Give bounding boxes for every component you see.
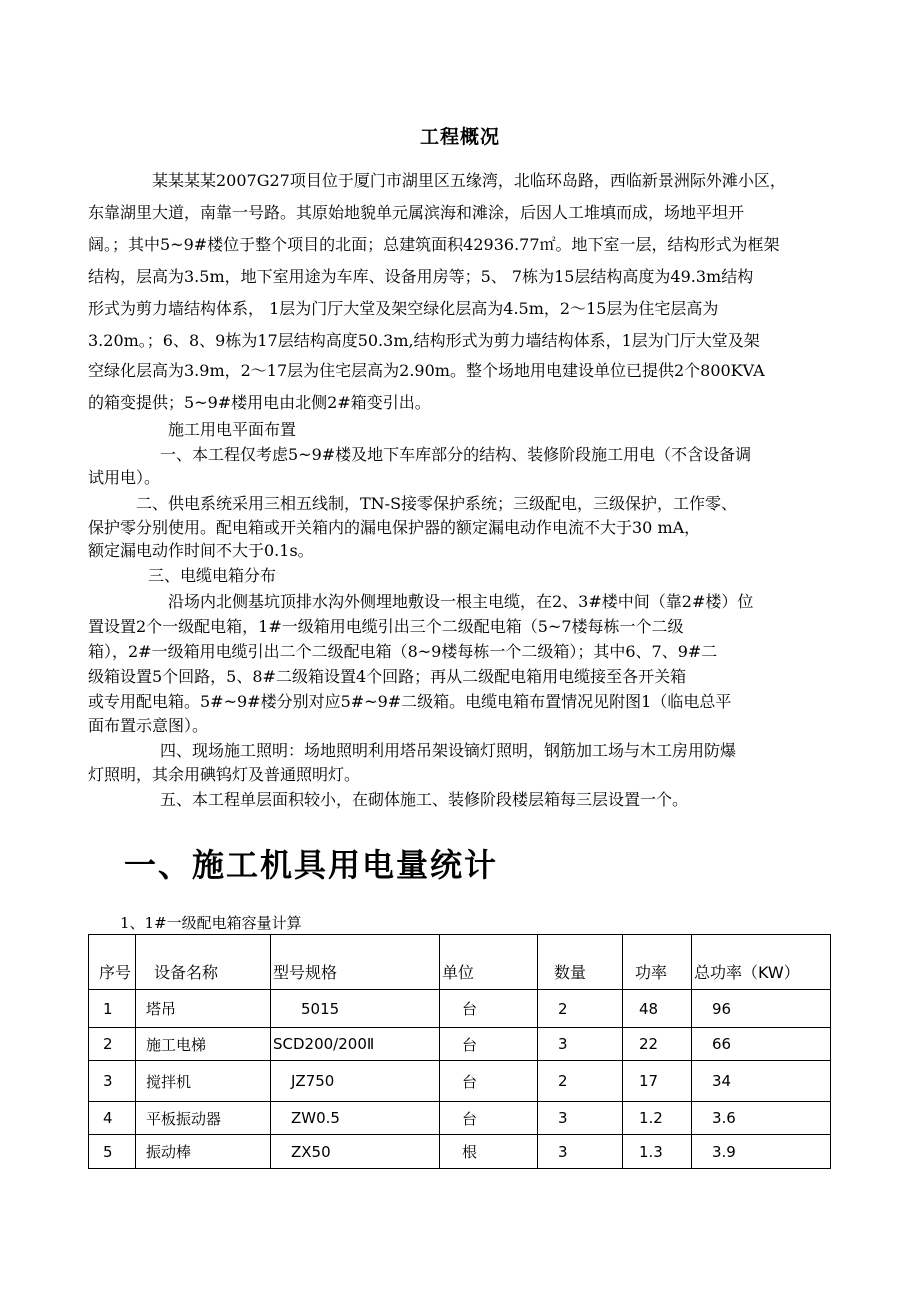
cell-unit: 台 bbox=[440, 1102, 538, 1135]
cell-quantity: 3 bbox=[538, 1135, 623, 1169]
cell-power: 1.3 bbox=[623, 1135, 692, 1169]
cell-quantity: 3 bbox=[538, 1028, 623, 1061]
paragraph-line: 结构，层高为3.5m，地下室用途为车库、设备用房等；5、 7栋为15层结构高度为49.3m结构 bbox=[88, 267, 754, 286]
cell-quantity: 2 bbox=[538, 990, 623, 1028]
cell-power: 48 bbox=[623, 990, 692, 1028]
paragraph-line: 面布置示意图）。 bbox=[88, 716, 209, 735]
table-row bbox=[89, 1135, 831, 1169]
cell-power: 1.2 bbox=[623, 1102, 692, 1135]
cell-name: 平板振动器 bbox=[136, 1102, 271, 1135]
cell-name: 振动棒 bbox=[136, 1135, 271, 1169]
paragraph-line: 四、现场施工照明：场地照明利用塔吊架设镝灯照明，钢筋加工场与木工房用防爆 bbox=[160, 741, 737, 760]
header-cell-quantity: 数量 bbox=[538, 935, 623, 990]
header-cell-name: 设备名称 bbox=[136, 935, 271, 990]
table-row bbox=[89, 1028, 831, 1061]
paragraph-line: 阔。；其中5~9#楼位于整个项目的北面；总建筑面积42936.77㎡。地下室一层，结构形式为框架 bbox=[88, 235, 780, 254]
cell-model: SCD200/200Ⅱ bbox=[271, 1028, 440, 1061]
paragraph-line: 保护零分别使用。配电箱或开关箱内的漏电保护器的额定漏电动作电流不大于30 mA， bbox=[88, 518, 701, 537]
cell-unit: 台 bbox=[440, 1028, 538, 1061]
cell-index: 3 bbox=[89, 1061, 136, 1102]
paragraph-line: 或专用配电箱。5#~9#楼分别对应5#~9#二级箱。电缆电箱布置情况见附图1（临电总平 bbox=[88, 692, 732, 711]
paragraph-line: 级箱设置5个回路，5、8#二级箱设置4个回路；再从二级配电箱用电缆接至各开关箱 bbox=[88, 667, 687, 686]
cell-unit: 台 bbox=[440, 1061, 538, 1102]
cell-index: 5 bbox=[89, 1135, 136, 1169]
table-row bbox=[89, 990, 831, 1028]
paragraph-line: 某某某某2007G27项目位于厦门市湖里区五缘湾，北临环岛路，西临新景洲际外滩小区， bbox=[152, 171, 786, 190]
cell-index: 2 bbox=[89, 1028, 136, 1061]
paragraph-line: 3.20m。；6、8、9栋为17层结构高度50.3m,结构形式为剪力墙结构体系，1层为门厅大堂及架 bbox=[88, 331, 760, 350]
paragraph-line: 五、本工程单层面积较小，在砌体施工、装修阶段楼层箱每三层设置一个。 bbox=[160, 790, 689, 809]
table-caption: 1、1#一级配电箱容量计算 bbox=[120, 914, 302, 932]
cell-name: 施工电梯 bbox=[136, 1028, 271, 1061]
cell-unit: 台 bbox=[440, 990, 538, 1028]
paragraph-line: 施工用电平面布置 bbox=[168, 420, 297, 439]
cell-name: 塔吊 bbox=[136, 990, 271, 1028]
paragraph-line: 三、电缆电箱分布 bbox=[148, 566, 277, 585]
paragraph-line: 东靠湖里大道，南靠一号路。其原始地貌单元属滨海和滩涂，后因人工堆填而成，场地平坦开 bbox=[88, 203, 745, 222]
cell-name: 搅拌机 bbox=[136, 1061, 271, 1102]
cell-index: 4 bbox=[89, 1102, 136, 1135]
paragraph-line: 额定漏电动作时间不大于0.1s。 bbox=[88, 541, 314, 560]
section-heading: 一、施工机具用电量统计 bbox=[124, 846, 499, 884]
paragraph-line: 灯照明，其余用碘钨灯及普通照明灯。 bbox=[88, 765, 361, 784]
cell-total-power: 3.9 bbox=[692, 1135, 831, 1169]
header-cell-power: 功率 bbox=[623, 935, 692, 990]
cell-total-power: 3.6 bbox=[692, 1102, 831, 1135]
document-title: 工程概况 bbox=[419, 126, 500, 148]
header-cell-model: 型号规格 bbox=[271, 935, 440, 990]
paragraph-line: 二、供电系统采用三相五线制，TN-S接零保护系统；三级配电，三级保护，工作零、 bbox=[136, 494, 738, 513]
paragraph-line: 一、本工程仅考虑5~9#楼及地下车库部分的结构、装修阶段施工用电（不含设备调 bbox=[160, 445, 752, 464]
cell-index: 1 bbox=[89, 990, 136, 1028]
cell-model: JZ750 bbox=[271, 1061, 440, 1102]
cell-total-power: 34 bbox=[692, 1061, 831, 1102]
cell-power: 22 bbox=[623, 1028, 692, 1061]
cell-model: 5015 bbox=[271, 990, 440, 1028]
header-cell-unit: 单位 bbox=[440, 935, 538, 990]
paragraph-line: 形式为剪力墙结构体系， 1层为门厅大堂及架空绿化层高为4.5m，2～15层为住宅层高为 bbox=[88, 299, 719, 318]
table-row bbox=[89, 1102, 831, 1135]
cell-total-power: 96 bbox=[692, 990, 831, 1028]
paragraph-line: 空绿化层高为3.9m，2～17层为住宅层高为2.90m。整个场地用电建设单位已提供2个800KVA bbox=[88, 361, 765, 380]
cell-model: ZW0.5 bbox=[271, 1102, 440, 1135]
cell-power: 17 bbox=[623, 1061, 692, 1102]
paragraph-line: 的箱变提供；5~9#楼用电由北侧2#箱变引出。 bbox=[88, 393, 431, 412]
power-table bbox=[88, 934, 831, 1169]
paragraph-line: 试用电）。 bbox=[88, 468, 161, 487]
header-cell-index: 序号 bbox=[89, 935, 136, 990]
cell-model: ZX50 bbox=[271, 1135, 440, 1169]
cell-quantity: 3 bbox=[538, 1102, 623, 1135]
cell-unit: 根 bbox=[440, 1135, 538, 1169]
cell-total-power: 66 bbox=[692, 1028, 831, 1061]
table-header-row bbox=[89, 935, 831, 990]
header-cell-total-power: 总功率（KW） bbox=[692, 935, 831, 990]
paragraph-line: 箱），2#一级箱用电缆引出二个二级配电箱（8~9楼每栋一个二级箱）；其中6、7、9#二 bbox=[88, 642, 718, 661]
paragraph-line: 置设置2个一级配电箱，1#一级箱用电缆引出三个二级配电箱（5~7楼每栋一个二级 bbox=[88, 617, 684, 636]
table-row bbox=[89, 1061, 831, 1102]
paragraph-line: 沿场内北侧基坑顶排水沟外侧埋地敷设一根主电缆，在2、3#楼中间（靠2#楼）位 bbox=[168, 592, 754, 611]
cell-quantity: 2 bbox=[538, 1061, 623, 1102]
